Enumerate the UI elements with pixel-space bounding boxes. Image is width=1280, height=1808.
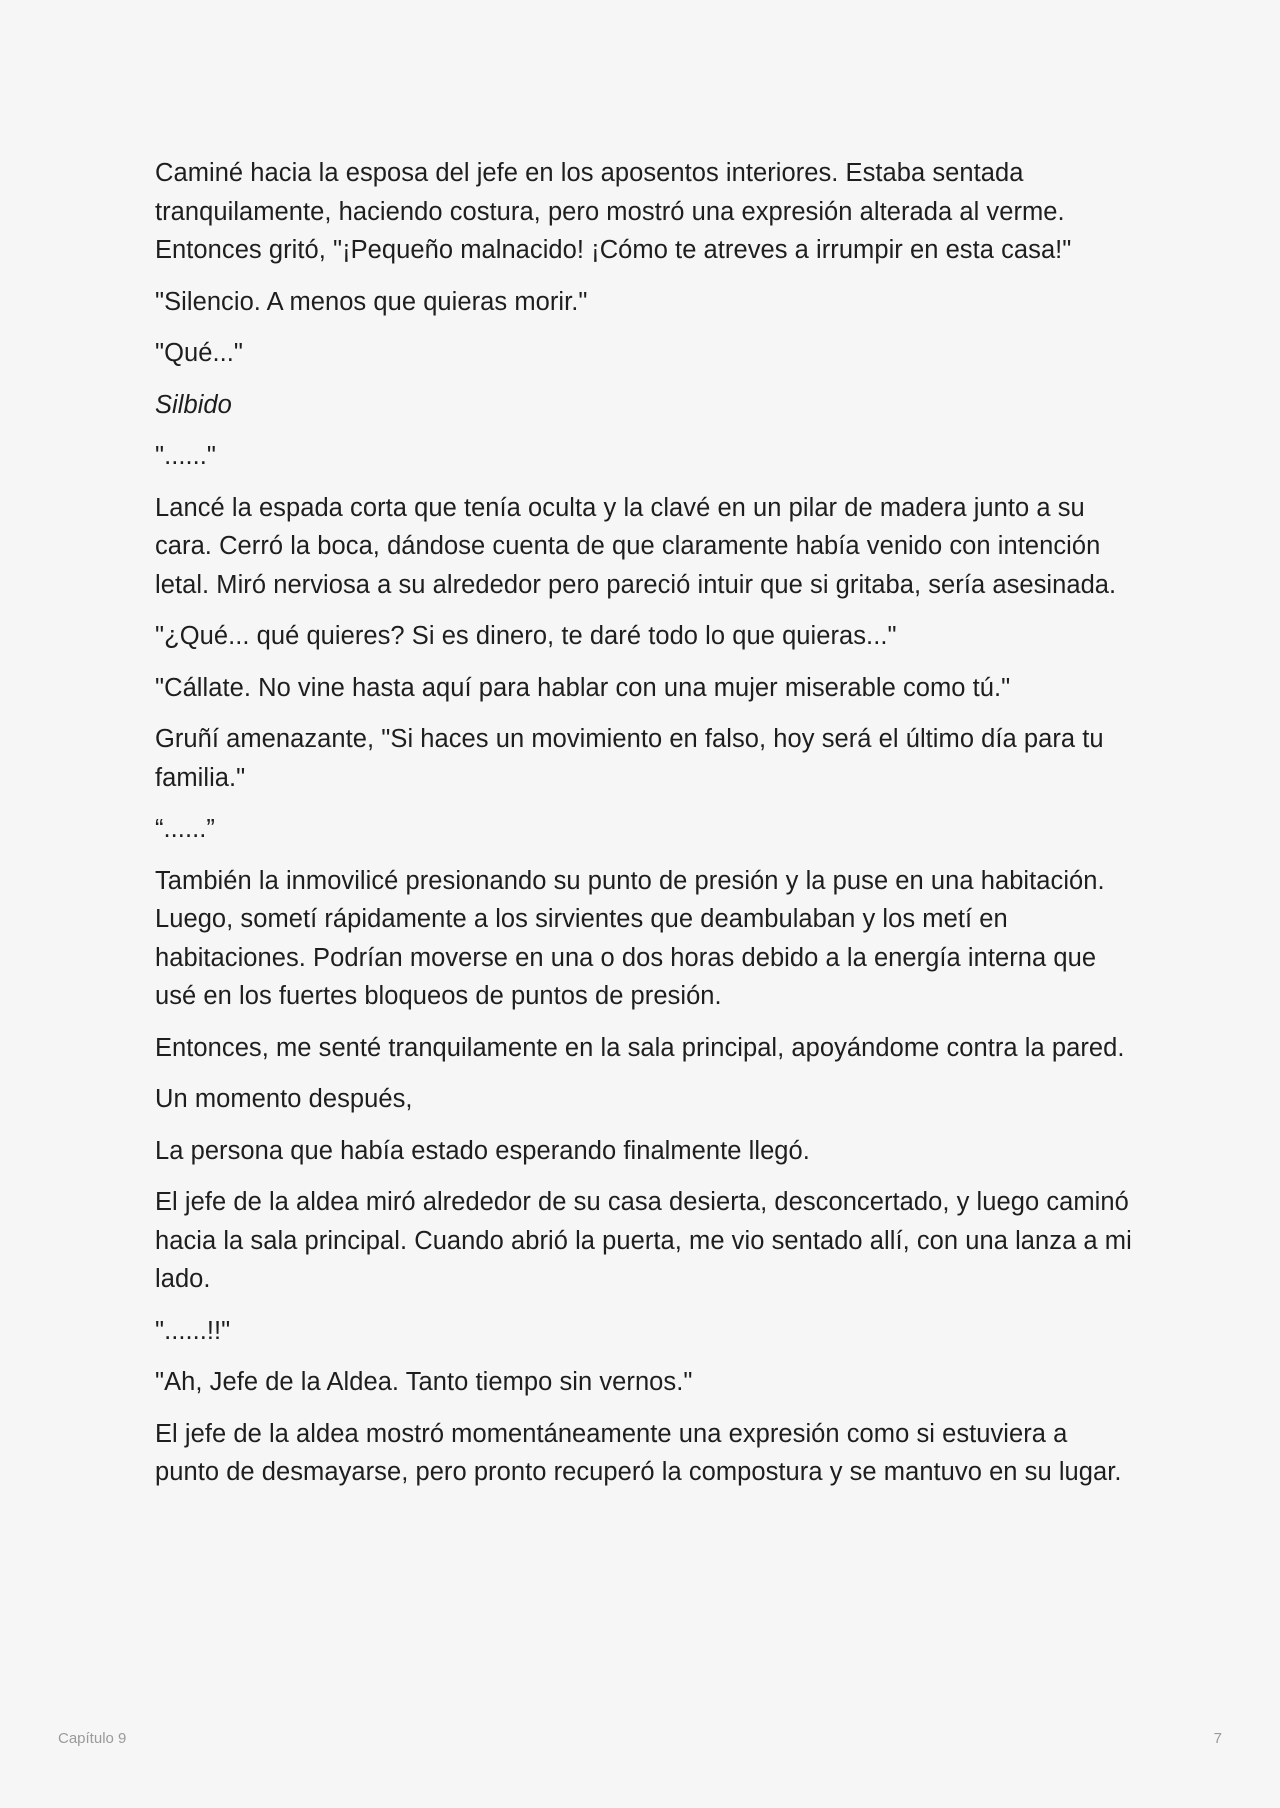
paragraph-14: La persona que había estado esperando finalmente llegó.	[155, 1136, 810, 1165]
paragraph-17: "Ah, Jefe de la Aldea. Tanto tiempo sin vernos."	[155, 1368, 693, 1396]
paragraph-7: "¿Qué... qué quieres? Si es dinero, te daré todo lo que quieras..."	[155, 622, 897, 650]
paragraph-18: El jefe de la aldea mostró momentáneamente una expresión como si estuviera a punto de desmayarse, pero pronto recuperó la compostura y se mantuvo en su lugar.	[155, 1419, 1122, 1486]
paragraph-4: Silbido	[155, 390, 232, 419]
paragraph-6: Lancé la espada corta que tenía oculta y la clavé en un pilar de madera junto a su cara. Cerró la boca, dándose cuenta de que claramente había venido con intención letal. Miró nerviosa a su alrededor pero pareció intuir que si gritaba, sería asesinada.	[155, 493, 1117, 599]
paragraph-8: "Cállate. No vine hasta aquí para hablar con una mujer miserable como tú."	[155, 673, 1011, 702]
paragraph-15: El jefe de la aldea miró alrededor de su casa desierta, desconcertado, y luego caminó hacia la sala principal. Cuando abrió la puerta, me vio sentado allí, con una lanza a mi lado.	[155, 1188, 1132, 1293]
paragraph-12: Entonces, me senté tranquilamente en la sala principal, apoyándome contra la pared.	[155, 1033, 1125, 1062]
footer-chapter-label: Capítulo 9	[58, 1730, 127, 1747]
paragraph-9: Gruñí amenazante, "Si haces un movimiento en falso, hoy será el último día para tu familia."	[155, 725, 1104, 792]
paragraph-11: También la inmovilicé presionando su punto de presión y la puse en una habitación. Luego, sometí rápidamente a los sirvientes que deambulaban y los metí en habitaciones. Podrían moverse en una o dos horas debido a la energía interna que usé en los fuertes bloqueos de puntos de presión.	[155, 866, 1105, 1010]
paragraph-5: "......"	[155, 442, 217, 470]
paragraph-2: "Silencio. A menos que quieras morir."	[155, 287, 588, 316]
paragraph-3: "Qué..."	[155, 339, 243, 367]
paragraph-16: "......!!"	[155, 1316, 231, 1345]
paragraph-1: Caminé hacia la esposa del jefe en los aposentos interiores. Estaba sentada tranquilamente, haciendo costura, pero mostró una expresión alterada al verme. Entonces gritó, "¡Pequeño malnacido! ¡Cómo te atreves a irrumpir en esta casa!"	[155, 159, 1072, 264]
footer-page-number: 7	[1213, 1730, 1222, 1747]
paragraph-10: “......”	[155, 815, 215, 843]
paragraph-13: Un momento después,	[155, 1085, 413, 1113]
chapter-text	[155, 154, 1135, 1505]
